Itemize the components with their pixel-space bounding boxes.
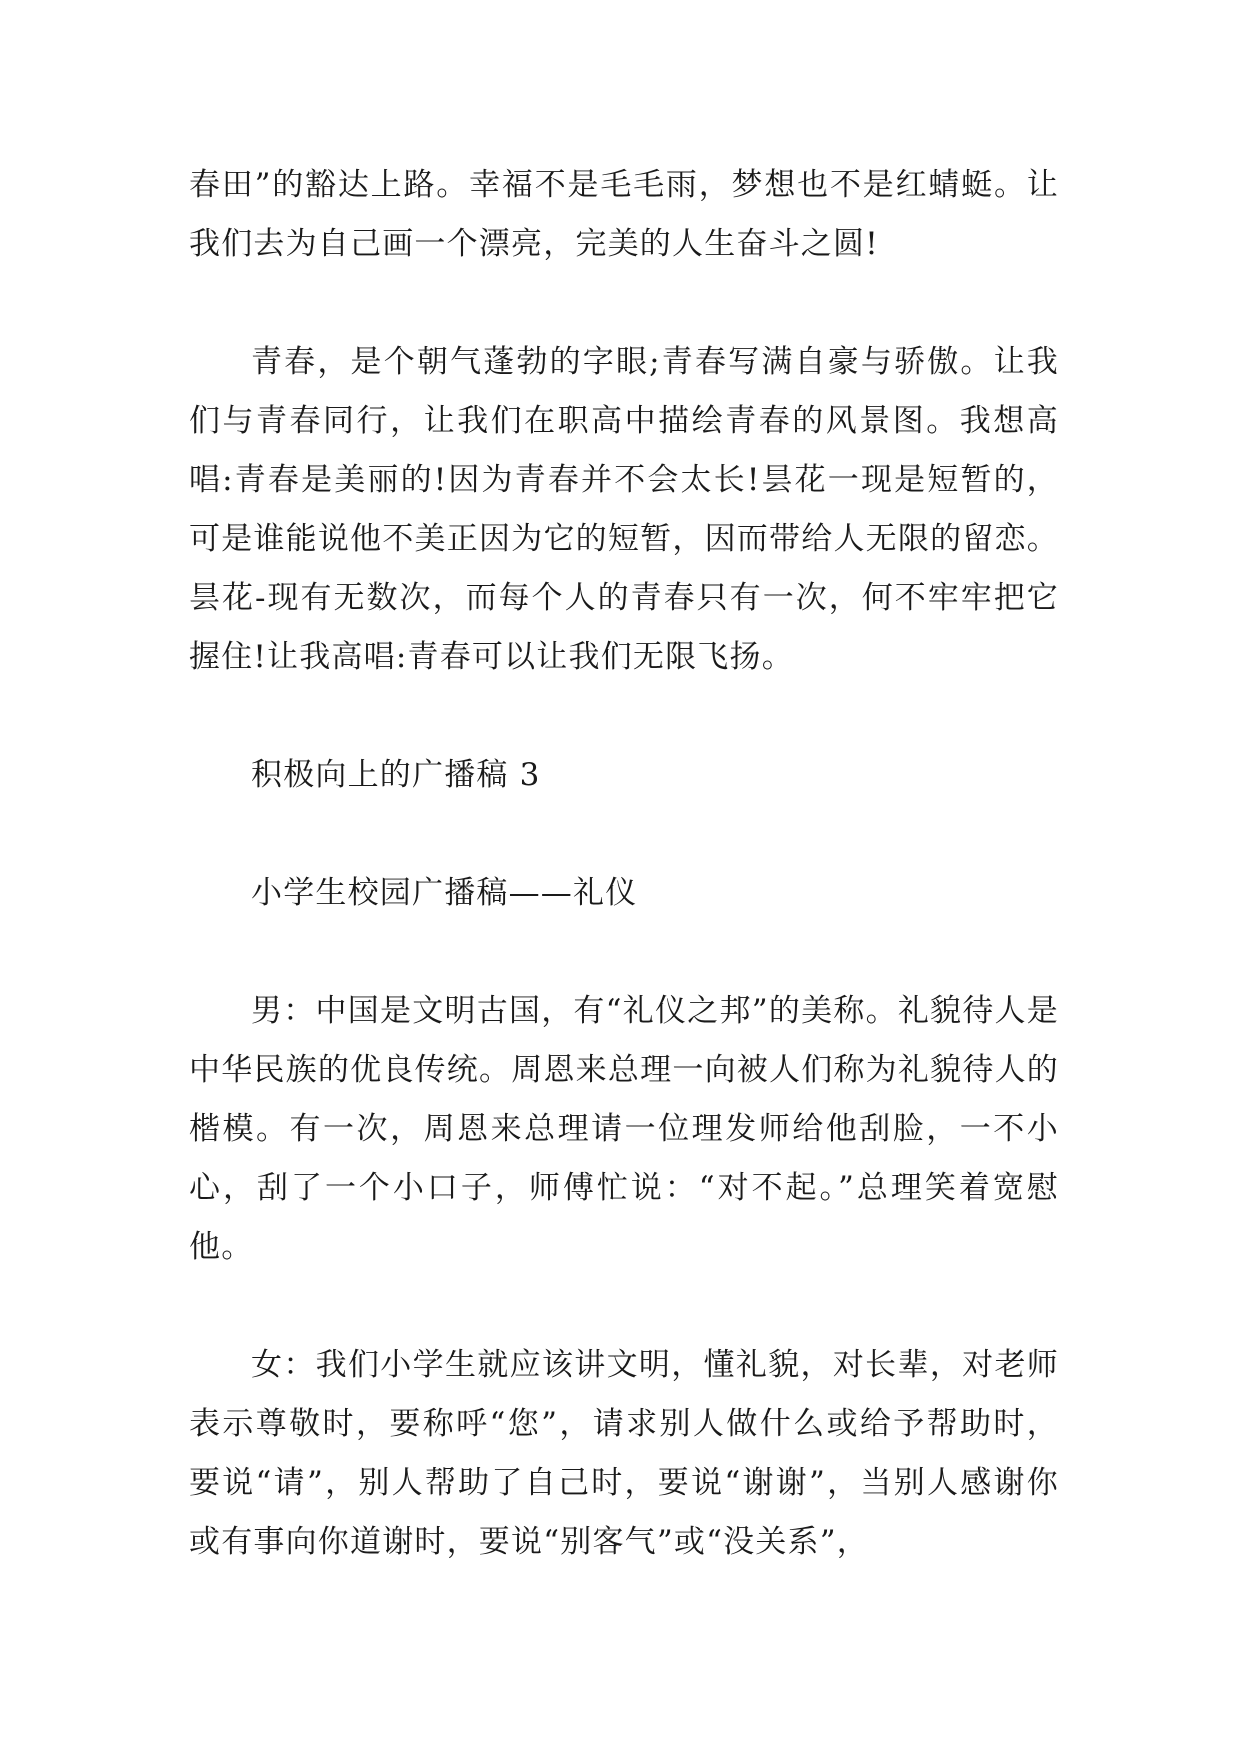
paragraph-male-speaker: 男：中国是文明古国，有“礼仪之邦”的美称。礼貌待人是中华民族的优良传统。周恩来总理一向被人们称为礼貌待人的楷模。有一次，周恩来总理请一位理发师给他刮脸，一不小心，刮了一个小口子，师傅忙说：“对不起。”总理笑着宽慰他。: [189, 993, 1059, 1265]
document-body: [189, 156, 1059, 1631]
paragraph-female-speaker: 女：我们小学生就应该讲文明，懂礼貌，对长辈，对老师表示尊敬时，要称呼“您”，请求别人做什么或给予帮助时，要说“请”，别人帮助了自己时，要说“谢谢”，当别人感谢你或有事向你道谢时，要说“别客气”或“没关系”，: [189, 1347, 1059, 1560]
section-subtitle: 小学生校园广播稿——礼仪: [251, 875, 638, 911]
section-heading: 积极向上的广播稿 3: [251, 757, 541, 793]
paragraph-continuation: 春田”的豁达上路。幸福不是毛毛雨，梦想也不是红蜻蜓。让我们去为自己画一个漂亮，完美的人生奋斗之圆!: [189, 167, 1059, 262]
paragraph-youth: 青春，是个朝气蓬勃的字眼;青春写满自豪与骄傲。让我们与青春同行，让我们在职高中描绘青春的风景图。我想高唱:青春是美丽的!因为青春并不会太长!昙花一现是短暂的，可是谁能说他不美正因为它的短暂，因而带给人无限的留恋。昙花-现有无数次，而每个人的青春只有一次，何不牢牢把它握住!让我高唱:青春可以让我们无限飞扬。: [189, 344, 1059, 675]
